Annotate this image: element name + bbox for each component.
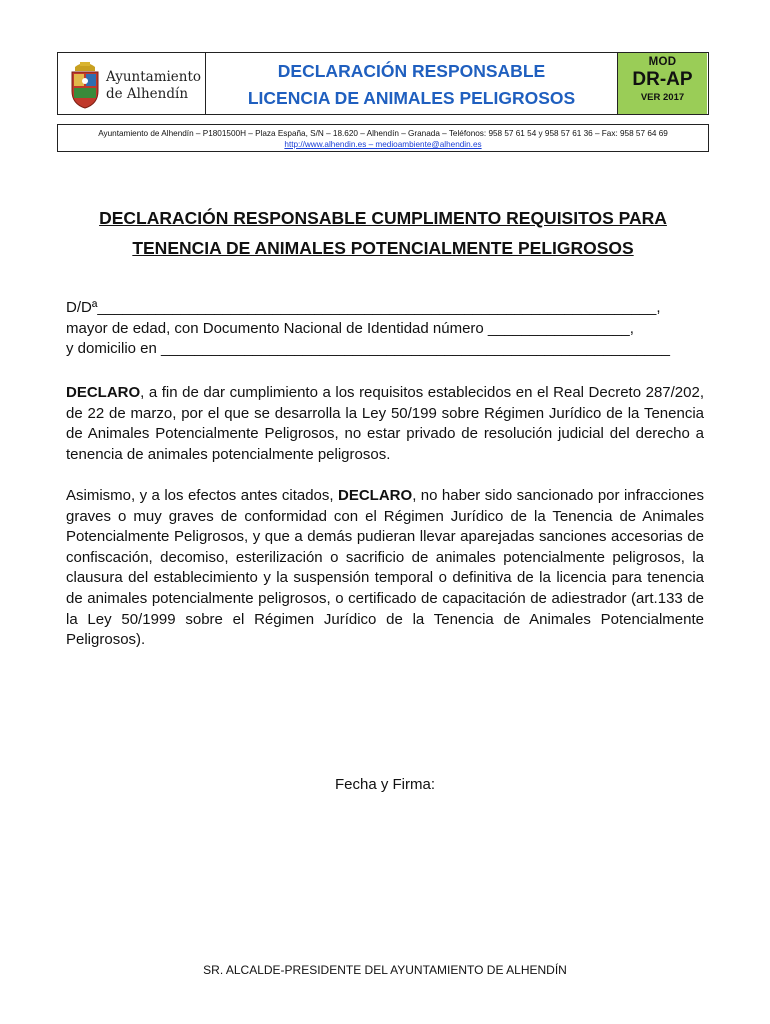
address-bar xyxy=(57,124,709,152)
declaration-paragraph-2 xyxy=(66,486,704,651)
model-version: VER 2017 xyxy=(640,92,685,103)
document-title-line-2: TENENCIA DE ANIMALES POTENCIALMENTE PELIGROSOS xyxy=(132,238,634,258)
dni-field[interactable]: mayor de edad, con Documento Nacional de Identidad número _________________, xyxy=(66,319,634,337)
address-field[interactable]: y domicilio en _____________________________________________________________ xyxy=(66,340,670,358)
header-title xyxy=(206,53,618,114)
logo-cell xyxy=(58,53,206,114)
paragraph-1-text: , a fin de dar cumplimiento a los requisitos establecidos en el Real Decreto 287/202, de 22 de marzo, por el que se desarrolla la Ley 50/199 sobre Régimen Jurídico de la Tenencia de Animales Potencialmente Peligrosos, no estar privado de resolución judicial del derecho a tenencia de animales potencialmente peligrosos. xyxy=(66,384,704,463)
declaro-keyword: DECLARO xyxy=(66,384,141,401)
signature-label: Fecha y Firma: xyxy=(334,776,436,793)
model-badge xyxy=(618,53,707,114)
name-field[interactable]: D/Dª___________________________________________________________________, xyxy=(66,299,661,316)
document-title-line-1: DECLARACIÓN RESPONSABLE CUMPLIMENTO REQUISITOS PARA xyxy=(99,208,667,228)
model-label: MOD xyxy=(648,56,677,68)
document-header xyxy=(57,52,709,115)
contact-links[interactable]: http://www.alhendin.es – medioambiente@alhendin.es xyxy=(284,140,482,149)
address-line: Ayuntamiento de Alhendín – P1801500H – Plaza España, S/N – 18.620 – Alhendín – Granada – Teléfonos: 958 57 61 54 y 958 57 61 36 – Fax: 958 57 64 69 xyxy=(98,129,668,138)
header-title-line-1: DECLARACIÓN RESPONSABLE xyxy=(277,61,546,81)
declaration-paragraph-1 xyxy=(66,383,704,465)
logo-text xyxy=(106,69,201,103)
addressee-footer: SR. ALCALDE-PRESIDENTE DEL AYUNTAMIENTO DE ALHENDÍN xyxy=(203,963,567,977)
document-title xyxy=(50,203,716,263)
applicant-fields xyxy=(66,298,704,360)
paragraph-2-intro: Asimismo, y a los efectos antes citados, xyxy=(66,487,339,504)
declaro-keyword: DECLARO xyxy=(338,487,413,504)
logo-line-2: de Alhendín xyxy=(106,86,189,102)
coat-of-arms-icon xyxy=(68,59,102,109)
paragraph-2-text: , no haber sido sancionado por infracciones graves o muy graves de conformidad con el Régimen Jurídico de la Tenencia de Animales Potencialmente Peligrosos, y que a demás pudieran llevar aparejadas sanciones accesorias de confiscación, decomiso, esterilización o sacrificio de animales potencialmente peligrosos, la clausura del establecimiento y la suspensión temporal o definitiva de la licencia para tenencia de animales potencialmente peligrosos, o certificado de capacitación de adiestrador (art.133 de la Ley 50/1999 sobre el Régimen Jurídico de la Tenencia de Animales Potencialmente Peligrosos). xyxy=(66,487,704,649)
header-title-line-2: LICENCIA DE ANIMALES PELIGROSOS xyxy=(247,88,576,108)
model-code: DR-AP xyxy=(632,69,693,90)
logo-line-1: Ayuntamiento xyxy=(106,69,202,85)
